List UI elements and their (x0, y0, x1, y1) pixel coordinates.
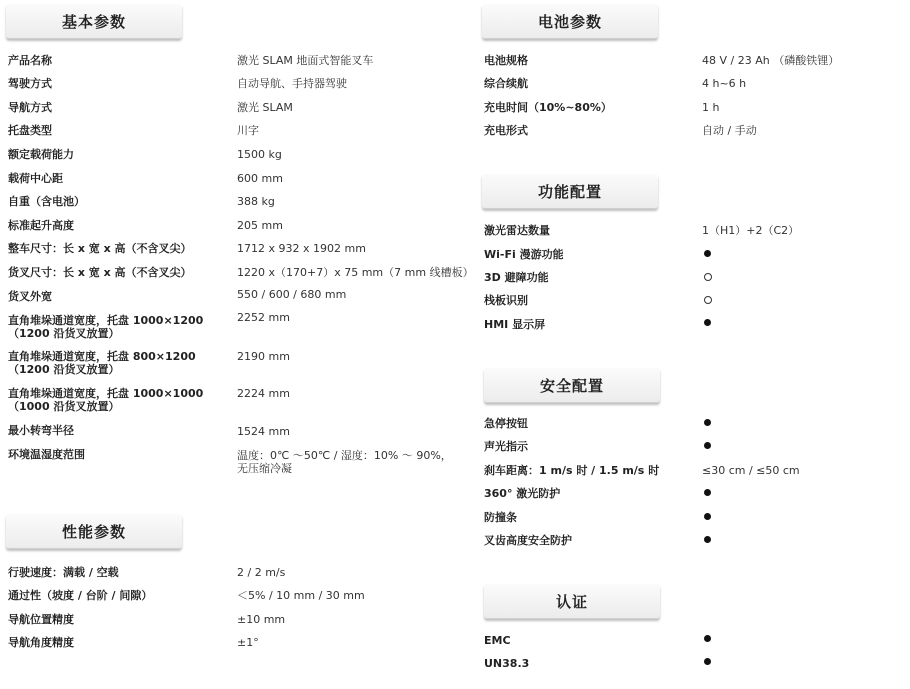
row-value: 温度：0℃ ～50℃ / 湿度：10% ～ 90%， (237, 449, 452, 462)
row-label: 声光指示 (484, 440, 528, 453)
standard-dot-icon (704, 635, 711, 642)
row-label: 产品名称 (8, 54, 52, 67)
row-label: 急停按钮 (484, 417, 528, 430)
row-label: 货叉尺寸：长 x 宽 x 高（不含叉尖） (8, 266, 192, 279)
section-header-performance: 性能参数 (6, 514, 182, 549)
row-label: 叉齿高度安全防护 (484, 534, 572, 547)
row-value: 激光 SLAM 地面式智能叉车 (237, 54, 374, 67)
row-label: 货叉外宽 (8, 290, 52, 303)
section-header-basic: 基本参数 (6, 4, 182, 39)
row-label: 导航方式 (8, 101, 52, 114)
row-value: ±10 mm (237, 613, 286, 626)
section-header-battery: 电池参数 (482, 4, 658, 39)
row-value: 550 / 600 / 680 mm (237, 288, 347, 301)
row-value: ≤30 cm / ≤50 cm (702, 464, 800, 477)
row-value: 4 h~6 h (702, 77, 747, 90)
row-label: 直角堆垛通道宽度，托盘 1000×1000 (8, 387, 204, 400)
row-label: 防撞条 (484, 511, 517, 524)
row-value: 600 mm (237, 172, 283, 185)
standard-dot-icon (704, 513, 711, 520)
row-value-continued: 无压缩冷凝 (237, 462, 292, 475)
row-label: Wi-Fi 漫游功能 (484, 248, 564, 261)
standard-dot-icon (704, 536, 711, 543)
row-value: 2190 mm (237, 350, 290, 363)
standard-dot-icon (704, 319, 711, 326)
optional-circle-icon (704, 296, 712, 304)
row-label-continued: （1200 沿货叉放置） (8, 327, 120, 340)
row-value: 激光 SLAM (237, 101, 293, 114)
row-value: 48 V / 23 Ah （磷酸铁锂） (702, 54, 840, 67)
row-label: UN38.3 (484, 657, 530, 670)
row-label: 通过性（坡度 / 台阶 / 间隙） (8, 589, 153, 602)
standard-dot-icon (704, 489, 711, 496)
row-value: 1220 x（170+7）x 75 mm（7 mm 线槽板） (237, 266, 474, 279)
row-label: 综合续航 (484, 77, 528, 90)
row-value: 205 mm (237, 219, 283, 232)
row-value: ＜5% / 10 mm / 30 mm (237, 589, 365, 602)
row-label: 最小转弯半径 (8, 424, 74, 437)
row-label: 自重（含电池） (8, 195, 85, 208)
row-label: 导航角度精度 (8, 636, 74, 649)
row-label: 标准起升高度 (8, 219, 74, 232)
standard-dot-icon (704, 419, 711, 426)
section-header-function: 功能配置 (482, 174, 658, 209)
standard-dot-icon (704, 442, 711, 449)
row-label: 整车尺寸：长 x 宽 x 高（不含叉尖） (8, 242, 192, 255)
row-label: 环境温湿度范围 (8, 448, 85, 461)
row-label: 电池规格 (484, 54, 528, 67)
row-value: 1712 x 932 x 1902 mm (237, 242, 366, 255)
row-value: 自动 / 手动 (702, 124, 757, 137)
row-label: 行驶速度：满载 / 空载 (8, 566, 119, 579)
row-label: 激光雷达数量 (484, 224, 550, 237)
row-label: 额定载荷能力 (8, 148, 74, 161)
row-value: 川字 (237, 124, 259, 137)
row-value: 1（H1）+2（C2） (702, 224, 800, 237)
row-label: 3D 避障功能 (484, 271, 549, 284)
row-label-continued: （1000 沿货叉放置） (8, 400, 120, 413)
section-header-safety: 安全配置 (484, 368, 660, 403)
row-label-continued: （1200 沿货叉放置） (8, 363, 120, 376)
row-value: ±1° (237, 636, 259, 649)
row-label: EMC (484, 634, 511, 647)
row-label: HMI 显示屏 (484, 318, 546, 331)
row-label: 充电形式 (484, 124, 528, 137)
row-value: 388 kg (237, 195, 275, 208)
row-value: 自动导航、手持器驾驶 (237, 77, 347, 90)
row-label: 360° 激光防护 (484, 487, 561, 500)
row-label: 托盘类型 (8, 124, 52, 137)
row-value: 2252 mm (237, 311, 290, 324)
row-label: 充电时间（10%~80%） (484, 101, 612, 114)
row-value: 2 / 2 m/s (237, 566, 286, 579)
row-label: 直角堆垛通道宽度，托盘 1000×1200 (8, 314, 204, 327)
section-header-certification: 认证 (484, 584, 660, 619)
row-value: 1500 kg (237, 148, 282, 161)
standard-dot-icon (704, 658, 711, 665)
row-value: 1524 mm (237, 425, 290, 438)
row-label: 载荷中心距 (8, 172, 63, 185)
row-value: 1 h (702, 101, 720, 114)
row-label: 刹车距离：1 m/s 时 / 1.5 m/s 时 (484, 464, 660, 477)
row-label: 直角堆垛通道宽度，托盘 800×1200 (8, 350, 196, 363)
row-label: 导航位置精度 (8, 613, 74, 626)
row-label: 驾驶方式 (8, 77, 52, 90)
standard-dot-icon (704, 250, 711, 257)
row-value: 2224 mm (237, 387, 290, 400)
optional-circle-icon (704, 273, 712, 281)
row-label: 栈板识别 (484, 294, 528, 307)
